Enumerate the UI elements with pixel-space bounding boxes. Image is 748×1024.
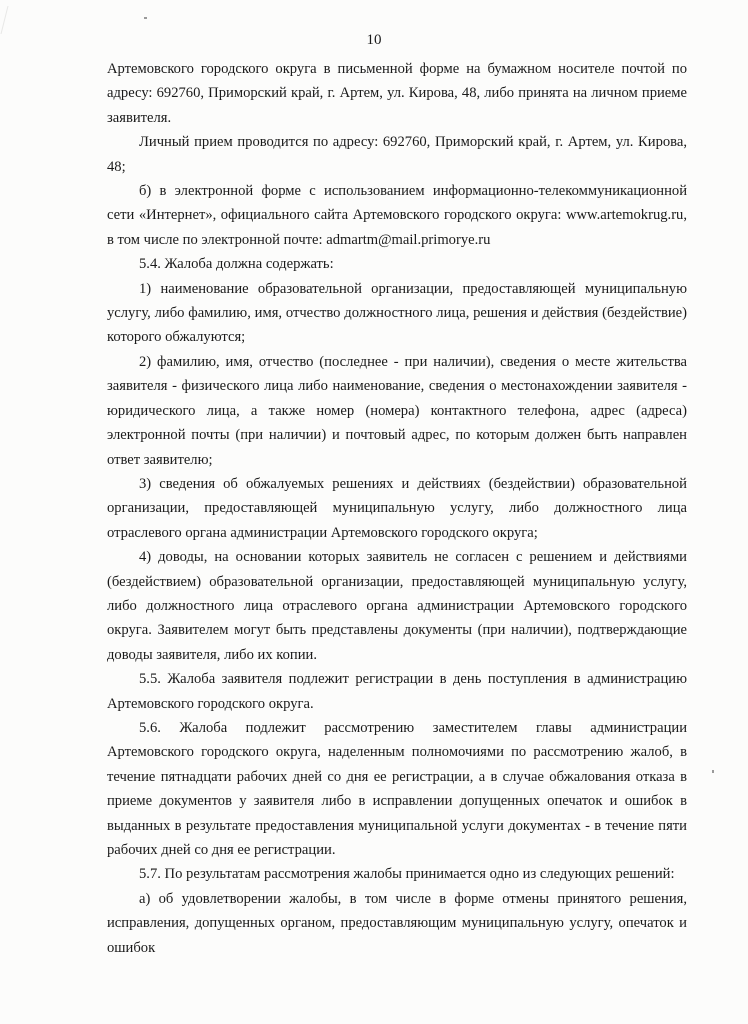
paragraph: Артемовского городского округа в письменной форме на бумажном носителе почтой по адресу: 692760, Приморский край, г. Артем, ул. Кирова, 48, либо принята на личном приеме заявителя. — [107, 61, 687, 126]
scan-dot — [144, 17, 147, 19]
paragraph: 5.4. Жалоба должна содержать: — [139, 256, 334, 273]
paragraph: а) об удовлетворении жалобы, в том числе в форме отмены принятого решения, исправления, допущенных органом, предоставляющим муниципальную услугу, опечаток и ошибок — [107, 890, 687, 956]
paragraph: 1) наименование образовательной организации, предоставляющей муниципальную услугу, либо фамилию, имя, отчество должностного лица, решения и действия (бездействие) которого обжалуются; — [107, 280, 687, 346]
paragraph: 3) сведения об обжалуемых решениях и действиях (бездействии) образовательной организации, предоставляющей муниципальную услугу, либо должностного лица отраслевого органа администрации Артемовского городского округа; — [107, 475, 687, 541]
paragraph: 5.6. Жалоба подлежит рассмотрению заместителем главы администрации Артемовского городского округа, наделенным полномочиями по рассмотрению жалоб, в течение пятнадцати рабочих дней со дня ее регистрации, а в случае обжалования отказа в приеме документов у заявителя либо в исправлении допущенных опечаток и ошибок в выданных в результате предоставления муниципальной услуги документах - в течение пяти рабочих дней со дня ее регистрации. — [107, 719, 687, 858]
scan-dot — [712, 770, 714, 773]
paragraph: б) в электронной форме с использованием информационно-телекоммуникационной сети «Интернет», официального сайта Артемовского городского округа: www.artemokrug.ru, в том числе по электронной почте: admartm@mail.primorye.ru — [107, 183, 687, 248]
document-body — [107, 57, 687, 960]
paragraph: 5.7. По результатам рассмотрения жалобы принимается одно из следующих решений: — [139, 866, 675, 883]
paragraph: 5.5. Жалоба заявителя подлежит регистрации в день поступления в администрацию Артемовского городского округа. — [107, 671, 687, 712]
paragraph: 2) фамилию, имя, отчество (последнее - при наличии), сведения о месте жительства заявителя - физического лица либо наименование, сведения о местонахождении заявителя - юридического лица, а также номер (номера) контактного телефона, адрес (адреса) электронной почты (при наличии) и почтовый адрес, по которым должен быть направлен ответ заявителю; — [107, 353, 687, 468]
paragraph: Личный прием проводится по адресу: 692760, Приморский край, г. Артем, ул. Кирова, 48; — [107, 134, 687, 175]
paragraph: 4) доводы, на основании которых заявитель не согласен с решением и действиями (бездействием) образовательной организации, предоставляющей муниципальную услугу, либо должностного лица отраслевого органа администрации Артемовского городского округа. Заявителем могут быть представлены документы (при наличии), подтверждающие доводы заявителя, либо их копии. — [107, 549, 687, 663]
page-number: 10 — [366, 32, 382, 48]
